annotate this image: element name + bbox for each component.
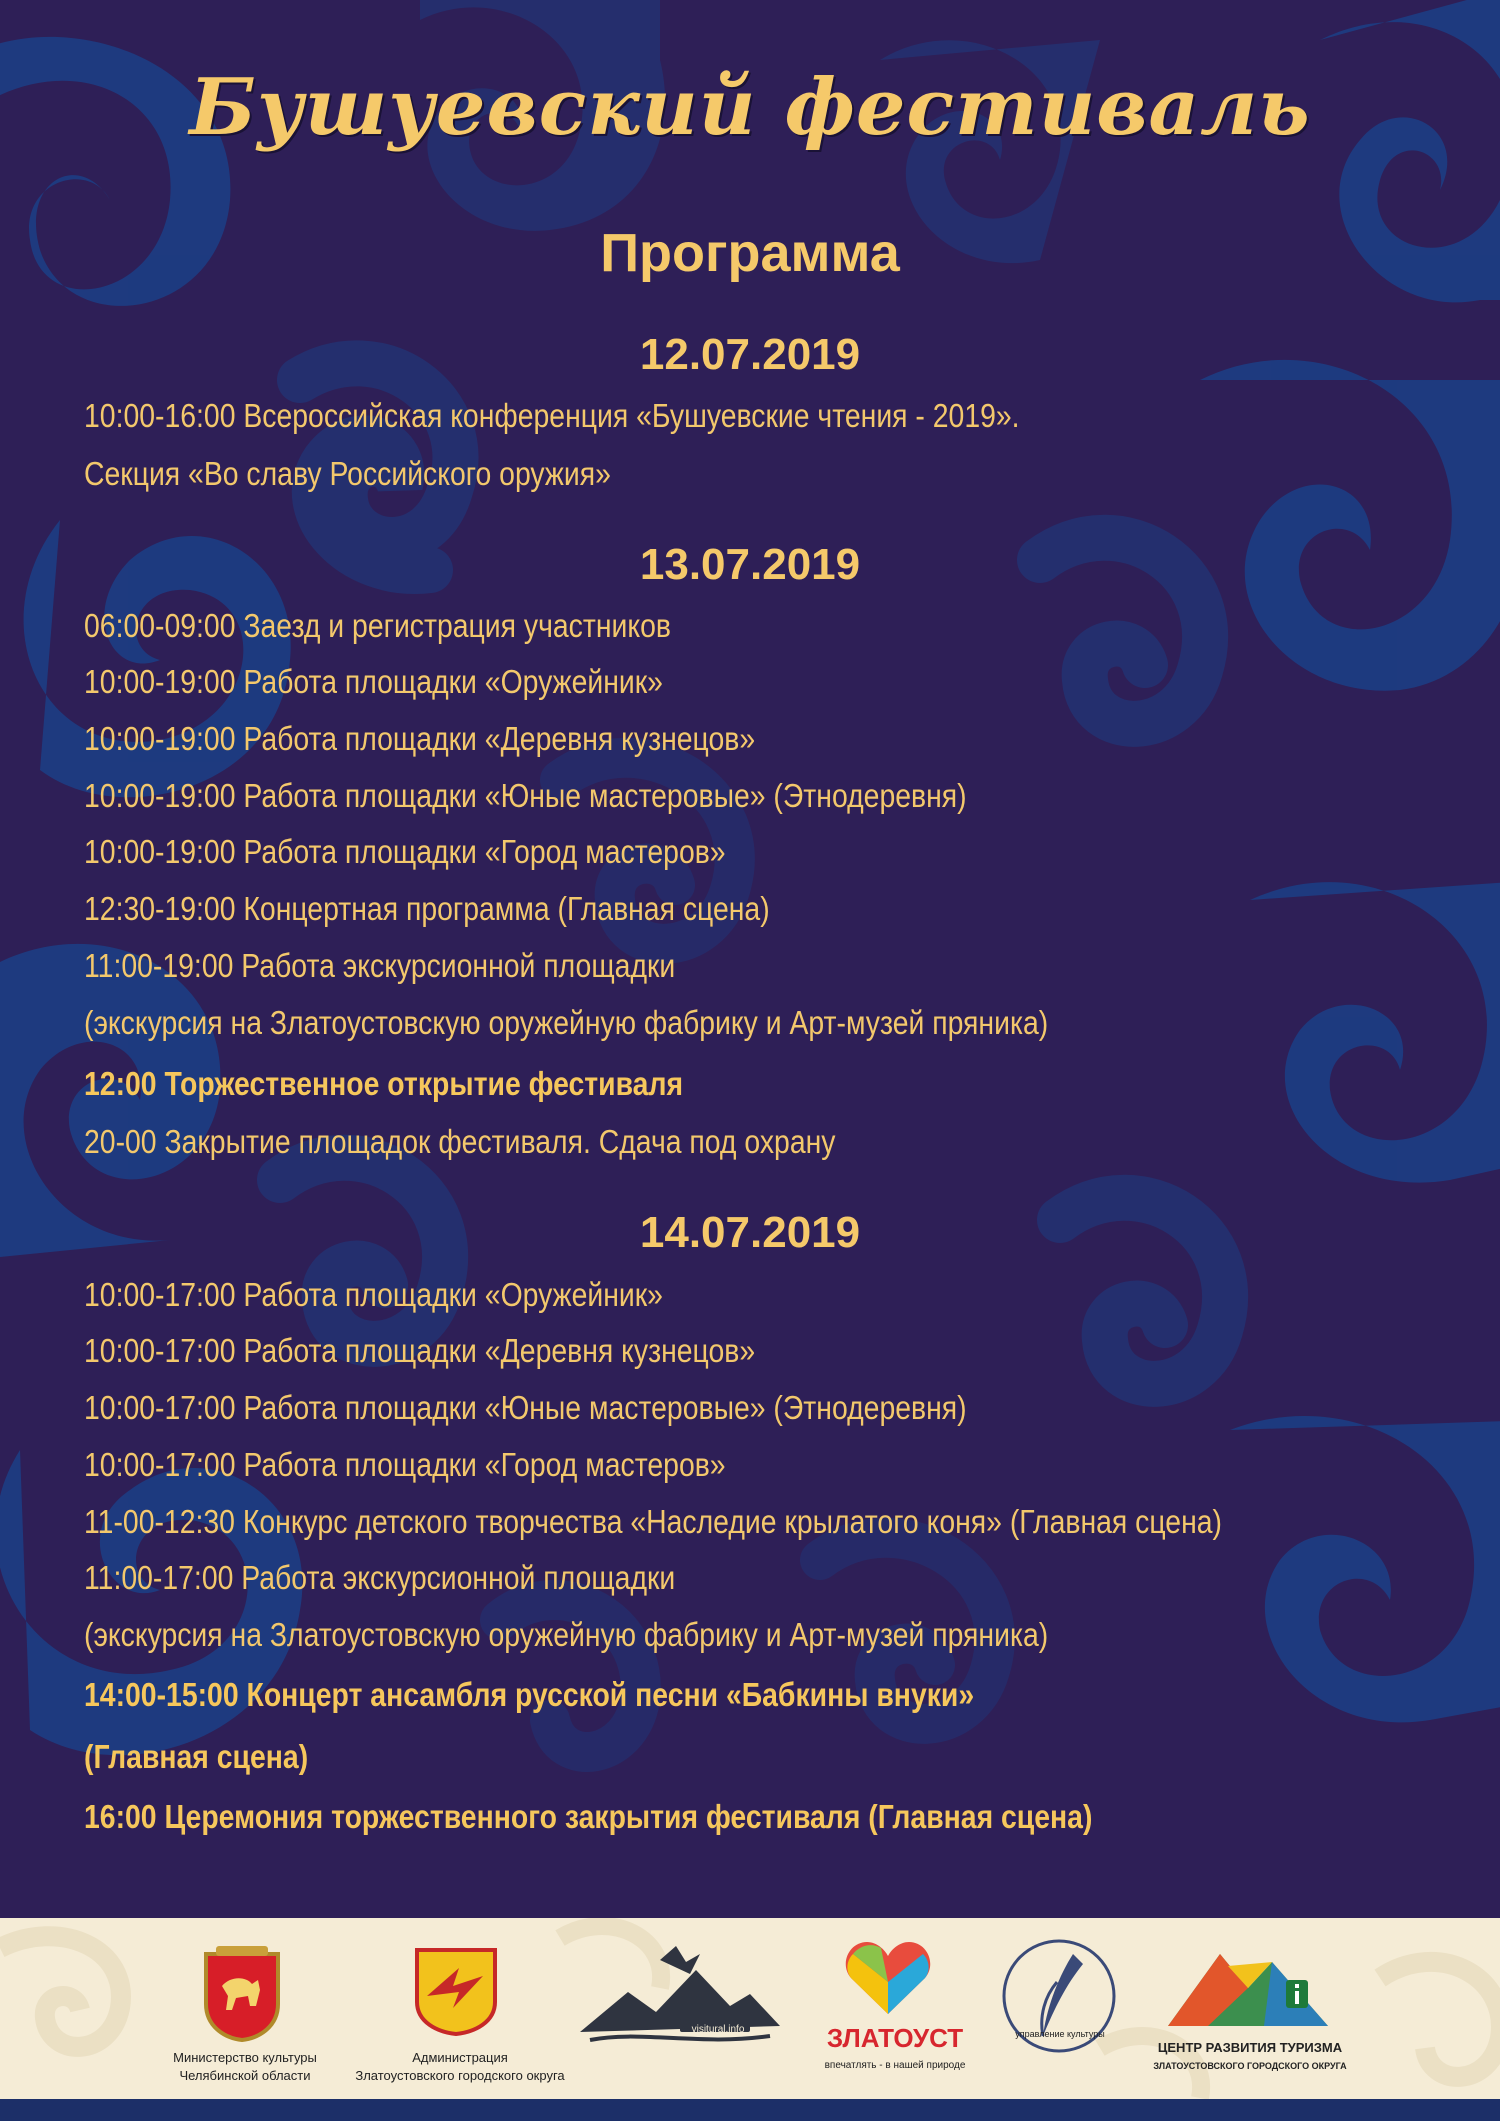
day-date: 12.07.2019 xyxy=(639,330,861,379)
program-item: 11:00-19:00 Работа экскурсионной площадки xyxy=(84,947,676,984)
logo-caption: впечатлять - в нашей природе xyxy=(824,2060,966,2071)
heart-puzzle-icon xyxy=(845,1938,931,2018)
program-item: 10:00-17:00 Работа площадки «Деревня кузнецов» xyxy=(84,1332,756,1369)
program-item: (экскурсия на Златоустовскую оружейную фабрику и Арт-музей пряника) xyxy=(84,1004,1049,1041)
program-item: 10:00-19:00 Работа площадки «Юные мастеровые» (Этнодеревня) xyxy=(84,777,967,814)
program-item-highlight: 12:00 Торжественное открытие фестиваля xyxy=(84,1065,684,1102)
logo-caption: Администрация xyxy=(412,2050,508,2065)
visitural-logo xyxy=(580,1918,780,2099)
program-item-highlight: 14:00-15:00 Концерт ансамбля русской песни «Бабкины внуки» xyxy=(84,1676,975,1713)
logo-caption: ЦЕНТР РАЗВИТИЯ ТУРИЗМА xyxy=(1157,2040,1343,2055)
logo-caption: управление культуры xyxy=(1015,2029,1105,2039)
logo-caption: ЗЛАТОУСТ xyxy=(826,2023,964,2053)
program-item: 10:00-17:00 Работа площадки «Оружейник» xyxy=(84,1276,663,1313)
program-item: 10:00-19:00 Работа площадки «Деревня кузнецов» xyxy=(84,720,756,757)
program-item: 11-00-12:30 Конкурс детского творчества «Наследие крылатого коня» (Главная сцена) xyxy=(84,1503,1222,1540)
logo-caption: visitural.info xyxy=(691,2024,745,2035)
zlatoust-logo xyxy=(815,1918,975,2099)
program-item: 10:00-19:00 Работа площадки «Оружейник» xyxy=(84,663,663,700)
partners-footer xyxy=(0,1918,1500,2099)
day-date: 13.07.2019 xyxy=(639,540,861,589)
footer-strip xyxy=(0,2099,1500,2121)
program-item-highlight: 16:00 Церемония торжественного закрытия фестиваля (Главная сцена) xyxy=(84,1798,1093,1835)
day-date: 14.07.2019 xyxy=(639,1208,861,1257)
program-item: 12:30-19:00 Концертная программа (Главная сцена) xyxy=(84,890,770,927)
festival-title: Бушуевский фестиваль xyxy=(189,62,1311,153)
program-item: 10:00-17:00 Работа площадки «Юные мастеровые» (Этнодеревня) xyxy=(84,1389,967,1426)
tourism-center-logo xyxy=(1150,1918,1350,2099)
program-item: 20-00 Закрытие площадок фестиваля. Сдача под охрану xyxy=(84,1123,836,1160)
program-item: Секция «Во славу Российского оружия» xyxy=(84,455,611,492)
program-item: 10:00-17:00 Работа площадки «Город мастеров» xyxy=(84,1446,726,1483)
program-item: 11:00-17:00 Работа экскурсионной площадки xyxy=(84,1559,676,1596)
coat-of-arms-icon xyxy=(200,1946,284,2042)
logo-caption: Златоустовского городского округа xyxy=(355,2068,565,2083)
city-emblem-icon xyxy=(413,1946,499,2036)
program-item: 10:00-16:00 Всероссийская конференция «Бушуевские чтения - 2019». xyxy=(84,397,1020,434)
program-item: 06:00-09:00 Заезд и регистрация участников xyxy=(84,607,671,644)
administration-logo xyxy=(345,1918,575,2099)
program-item: 10:00-19:00 Работа площадки «Город мастеров» xyxy=(84,833,726,870)
program-item: (экскурсия на Златоустовскую оружейную фабрику и Арт-музей пряника) xyxy=(84,1616,1049,1653)
program-heading: Программа xyxy=(600,223,900,283)
logo-caption: ЗЛАТОУСТОВСКОГО ГОРОДСКОГО ОКРУГА xyxy=(1153,2061,1347,2071)
program-item-highlight: (Главная сцена) xyxy=(84,1738,309,1775)
logo-caption: Министерство культуры xyxy=(173,2050,317,2065)
tourism-mountains-icon xyxy=(1168,1936,1328,2032)
logo-caption: Челябинской области xyxy=(179,2068,311,2083)
ministry-of-culture-logo xyxy=(160,1918,330,2099)
culture-department-logo xyxy=(995,1918,1125,2099)
